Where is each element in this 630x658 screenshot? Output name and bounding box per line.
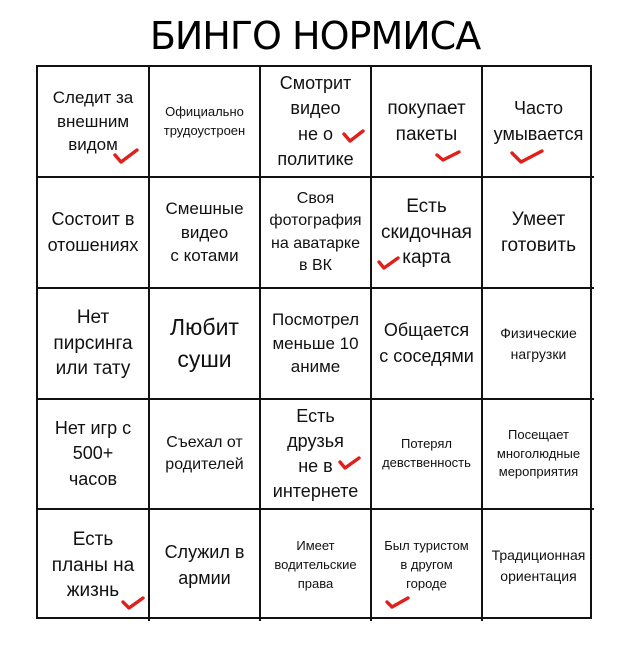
- bingo-cell[interactable]: [38, 400, 150, 510]
- bingo-cell[interactable]: [372, 510, 483, 621]
- bingo-cell[interactable]: [483, 510, 594, 621]
- bingo-cell[interactable]: [372, 67, 483, 178]
- bingo-cell[interactable]: [150, 510, 261, 621]
- cell-text: Умеет готовить: [500, 208, 577, 256]
- cell-text: Есть скидочная карта: [381, 196, 472, 269]
- cell-text: Официально трудоустроен: [163, 103, 246, 138]
- bingo-cell[interactable]: [150, 67, 261, 178]
- bingo-cell[interactable]: [372, 289, 483, 400]
- bingo-cell[interactable]: [261, 400, 372, 510]
- bingo-cell[interactable]: [38, 510, 150, 621]
- bingo-cell[interactable]: [38, 289, 150, 400]
- cell-text: Состоит в отошениях: [47, 209, 139, 255]
- bingo-cell[interactable]: [38, 67, 150, 178]
- bingo-cell[interactable]: [372, 178, 483, 289]
- cell-text: Смотрит видео не о политике: [277, 73, 354, 169]
- bingo-cell[interactable]: [372, 400, 483, 510]
- bingo-cell[interactable]: [261, 289, 372, 400]
- cell-text: Часто умывается: [493, 98, 584, 144]
- cell-text: Посещает многолюдные мероприятия: [496, 426, 581, 480]
- checkmark-icon: [509, 147, 545, 165]
- cell-text: Физические нагрузки: [500, 325, 577, 362]
- bingo-cell[interactable]: [483, 400, 594, 510]
- bingo-cell[interactable]: [261, 510, 372, 621]
- bingo-title: БИНГО НОРМИСА: [149, 14, 481, 58]
- cell-text: Потерял девственность: [382, 436, 471, 470]
- checkmark-icon: [434, 147, 462, 165]
- bingo-cell[interactable]: [150, 289, 261, 400]
- cell-text: Нет игр с 500+ часов: [54, 418, 132, 489]
- bingo-cell[interactable]: [483, 67, 594, 178]
- bingo-cell[interactable]: [483, 289, 594, 400]
- cell-text: Имеет водительские права: [274, 538, 357, 591]
- cell-text: Своя фотография на аватарке в ВК: [269, 189, 362, 274]
- cell-text: покупает пакеты: [387, 97, 466, 145]
- cell-text: Следит за внешним видом: [52, 87, 134, 155]
- cell-text: Посмотрел меньше 10 аниме: [272, 309, 359, 377]
- cell-text: Смешные видео с котами: [165, 198, 244, 266]
- cell-text: Традиционная ориентация: [491, 547, 586, 584]
- cell-text: Нет пирсинга или тату: [53, 307, 133, 380]
- bingo-cell[interactable]: [483, 178, 594, 289]
- bingo-cell[interactable]: [261, 67, 372, 178]
- cell-text: Любит суши: [170, 314, 239, 372]
- bingo-board: [36, 65, 592, 619]
- checkmark-icon: [384, 594, 412, 612]
- cell-text: Есть друзья не в интернете: [272, 405, 359, 502]
- bingo-cell[interactable]: [261, 178, 372, 289]
- bingo-cell[interactable]: [38, 178, 150, 289]
- cell-text: Общается с соседями: [379, 320, 474, 366]
- cell-text: Есть планы на жизнь: [51, 529, 135, 602]
- cell-text: Съехал от родителей: [165, 433, 244, 473]
- bingo-cell[interactable]: [150, 178, 261, 289]
- bingo-cell[interactable]: [150, 400, 261, 510]
- cell-text: Служил в армии: [164, 542, 245, 588]
- cell-text: Был туристом в другом городе: [384, 538, 469, 591]
